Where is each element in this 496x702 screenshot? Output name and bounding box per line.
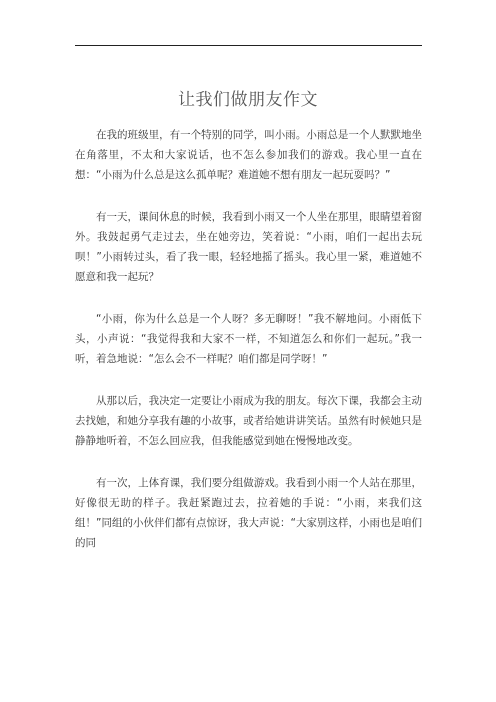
paragraph-3: “小雨，你为什么总是一个人呀？多无聊呀！”我不解地问。小雨低下头，小声说：“我觉得我和大家不一样，不知道怎么和你们一起玩。”我一听，着急地说：“怎么会不一样呢？咱们都是同学呀！” (75, 313, 422, 365)
essay-title: 让我们做朋友作文 (178, 90, 318, 110)
paragraph-4: 从那以后，我决定一定要让小雨成为我的朋友。每次下课，我都会主动去找她，和她分享我有趣的小故事，或者给她讲讲笑话。虽然有时候她只是静静地听着，不怎么回应我，但我能感觉到她在慢慢地改变。 (75, 395, 422, 447)
essay-body (75, 125, 422, 575)
paragraph-2: 有一天，课间休息的时候，我看到小雨又一个人坐在那里，眼睛望着窗外。我鼓起勇气走过去，坐在她旁边，笑着说：“小雨，咱们一起出去玩呗！”小雨转过头，看了我一眼，轻轻地摇了摇头。我心里一紧，难道她不愿意和我一起玩？ (75, 211, 422, 283)
paragraph-1: 在我的班级里，有一个特别的同学，叫小雨。小雨总是一个人默默地坐在角落里，不太和大家说话，也不怎么参加我们的游戏。我心里一直在想：“小雨为什么总是这么孤单呢？难道她不想有朋友一起玩耍吗？” (75, 129, 422, 181)
paragraph-5: 有一次，上体育课，我们要分组做游戏。我看到小雨一个人站在那里，好像很无助的样子。我赶紧跑过去，拉着她的手说：“小雨，来我们这组！”同组的小伙伴们都有点惊讶，我大声说：“大家别这样，小雨也是咱们的同 (75, 477, 422, 549)
header-rule (75, 45, 422, 46)
